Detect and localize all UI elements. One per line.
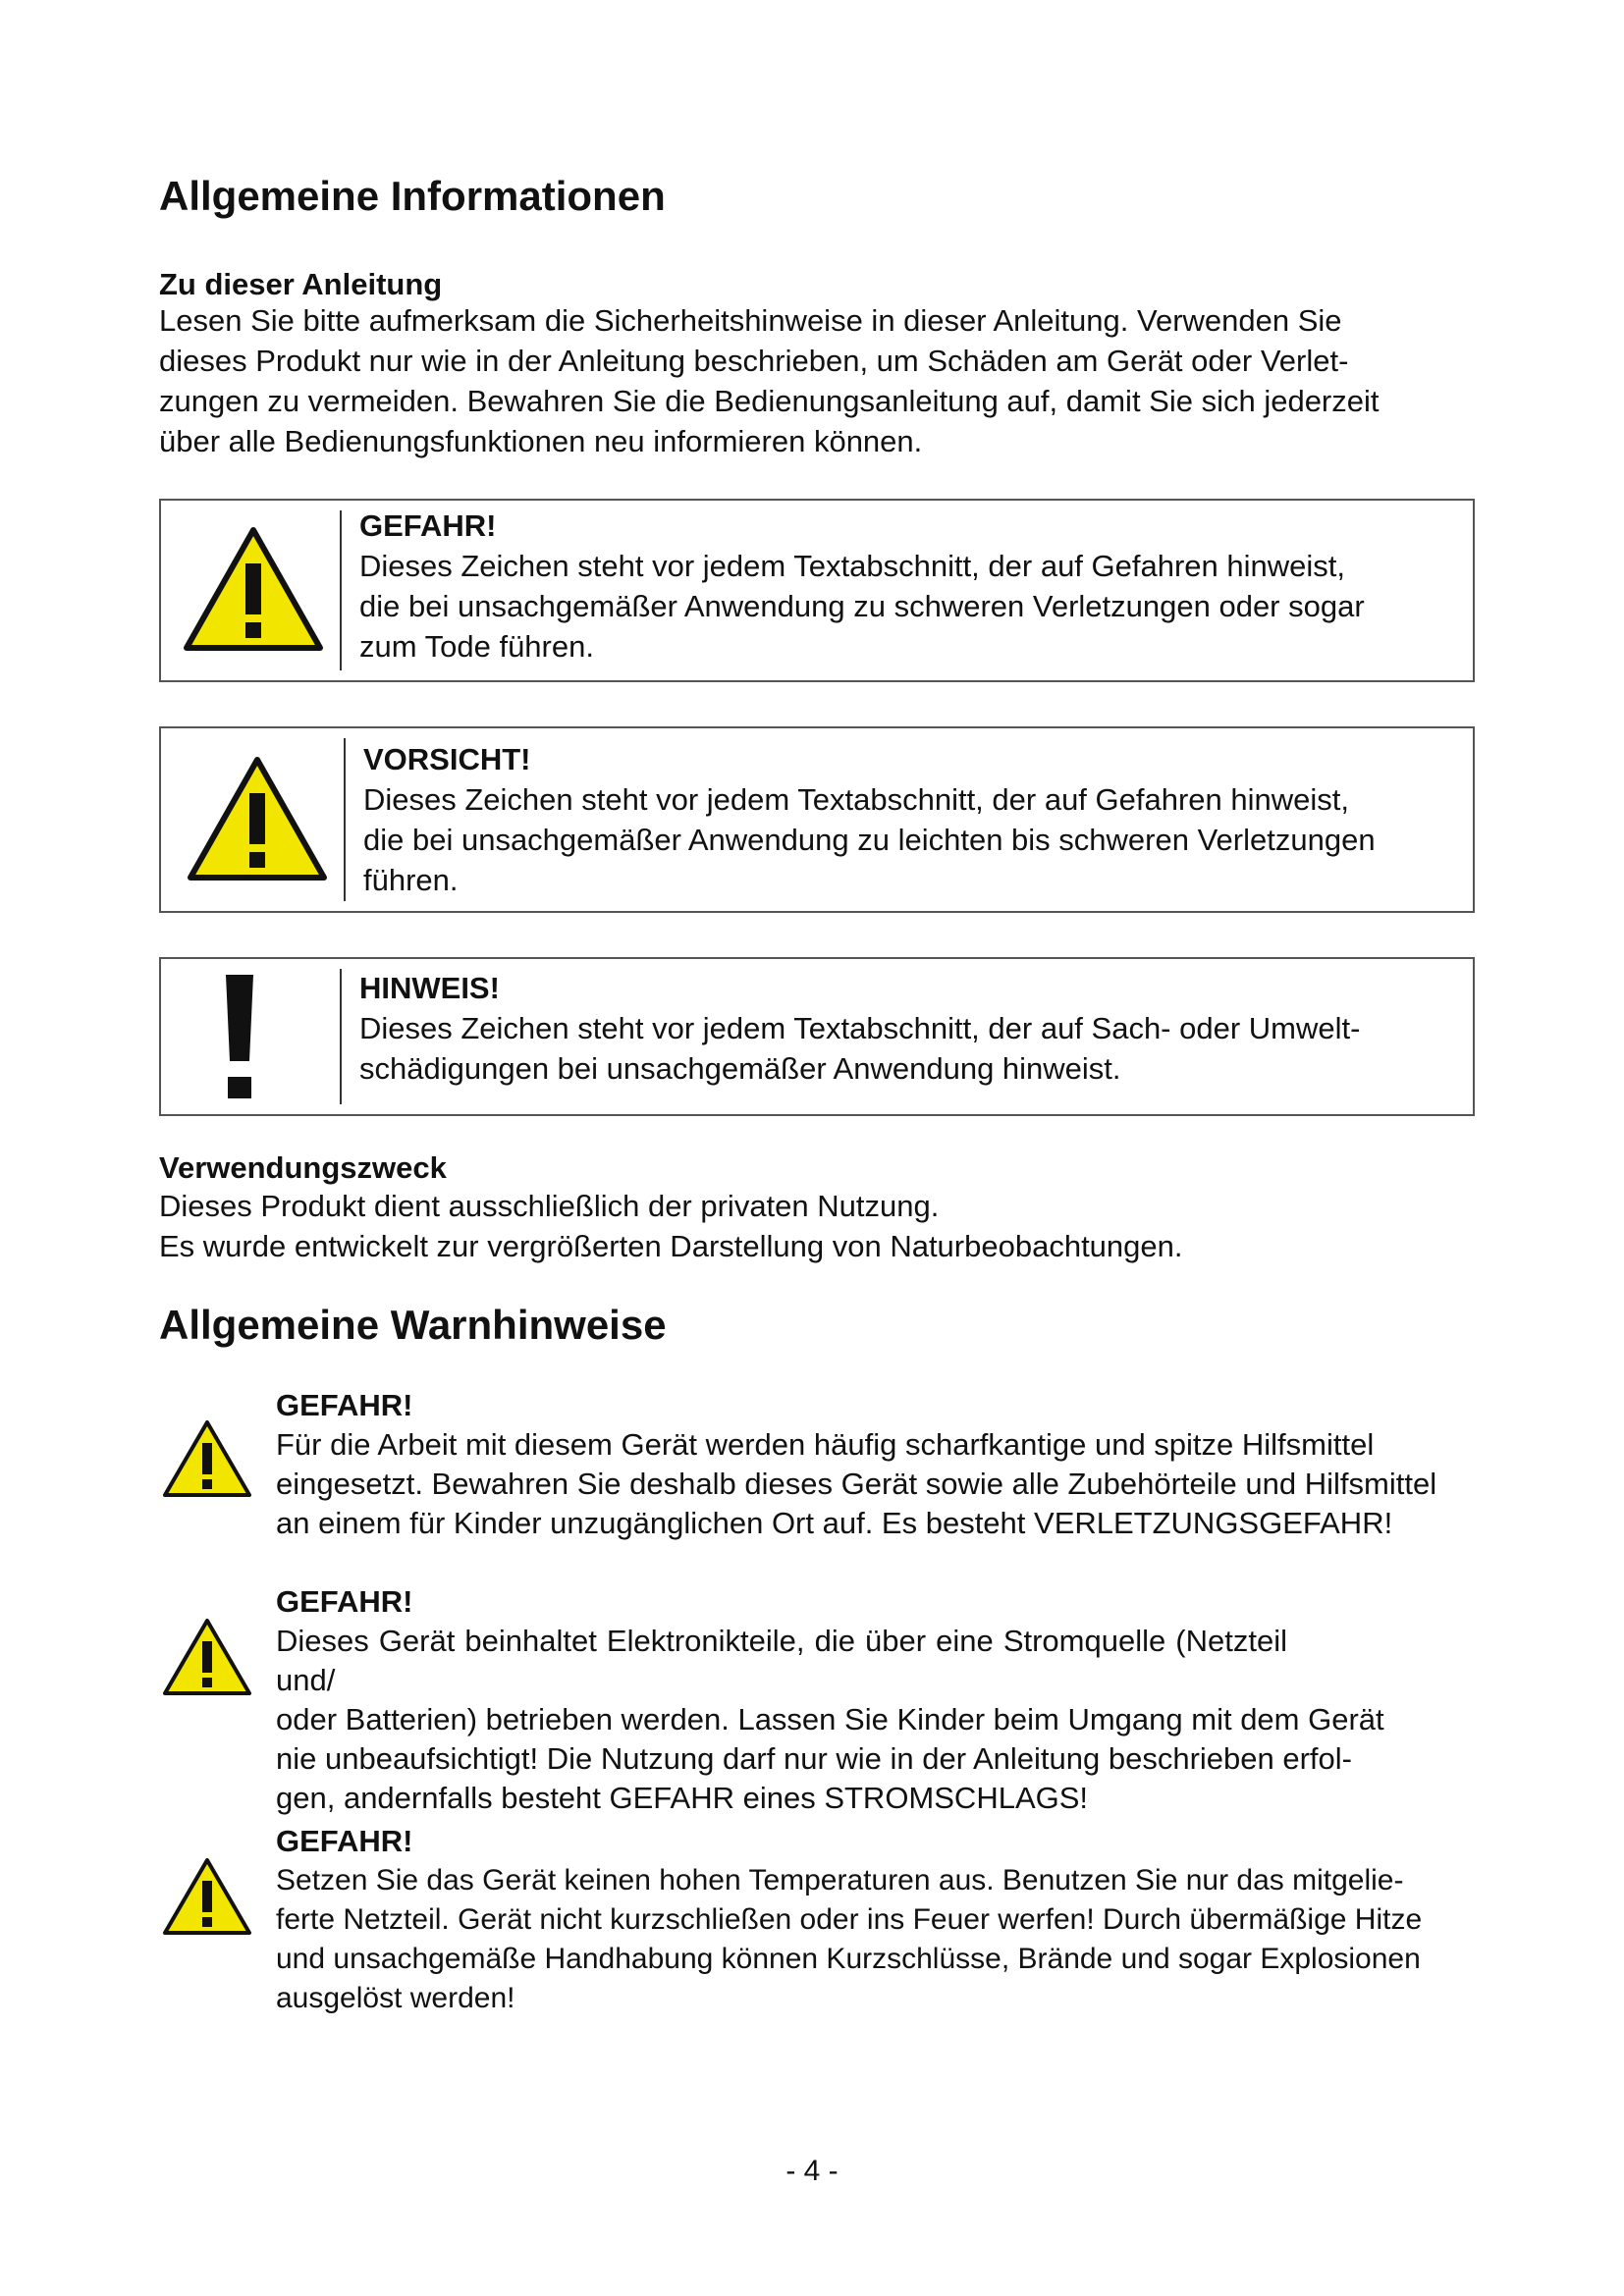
notice-box-danger (159, 499, 1475, 682)
text-line: Lesen Sie bitte aufmerksam die Sicherheitshinweise in dieser Anleitung. Verwenden Sie (159, 303, 1342, 338)
text-line: die bei unsachgemäßer Anwendung zu leichten bis schweren Verletzungen (363, 823, 1376, 857)
warning-label: GEFAHR! (276, 1584, 413, 1619)
notice-label: GEFAHR! (359, 508, 497, 543)
warning-text (276, 1425, 1533, 1543)
text-line: nie unbeaufsichtigt! Die Nutzung darf nur wie in der Anleitung beschrieben erfol- (276, 1741, 1352, 1776)
section-title-general-warnings: Allgemeine Warnhinweise (159, 1302, 667, 1348)
text-line: oder Batterien) betrieben werden. Lassen Sie Kinder beim Umgang mit dem Gerät (276, 1702, 1384, 1736)
text-line: zum Tode führen. (359, 629, 594, 664)
warning-label: GEFAHR! (276, 1824, 413, 1858)
warning-triangle-icon (162, 1419, 252, 1498)
notice-text (359, 546, 1459, 667)
notice-content (359, 507, 1459, 667)
text-line: Es wurde entwickelt zur vergrößerten Darstellung von Naturbeobachtungen. (159, 1229, 1183, 1263)
text-line: Für die Arbeit mit diesem Gerät werden häufig scharfkantige und spitze Hilfsmittel (276, 1427, 1375, 1462)
text-line: an einem für Kinder unzugänglichen Ort auf. Es besteht VERLETZUNGSGEFAHR! (276, 1506, 1393, 1540)
notice-label: HINWEIS! (359, 971, 500, 1005)
text-line: Setzen Sie das Gerät keinen hohen Temperaturen aus. Benutzen Sie nur das mitgelie- (276, 1864, 1404, 1896)
text-line: Dieses Gerät beinhaltet Elektronikteile, die über eine Stromquelle (Netzteil und/ (276, 1624, 1287, 1697)
text-line: dieses Produkt nur wie in der Anleitung beschrieben, um Schäden am Gerät oder Verlet- (159, 344, 1349, 378)
warning-triangle-icon (162, 1857, 252, 1936)
page-number: - 4 - (785, 2155, 839, 2187)
notice-divider (344, 738, 346, 901)
subheading-about-manual: Zu dieser Anleitung (159, 267, 443, 301)
notice-label: VORSICHT! (363, 742, 531, 776)
text-line: führen. (363, 863, 459, 897)
section-title-general-information: Allgemeine Informationen (159, 173, 666, 219)
text-line: eingesetzt. Bewahren Sie deshalb dieses Gerät sowie alle Zubehörteile und Hilfsmittel (276, 1467, 1437, 1501)
text-line: ausgelöst werden! (276, 1982, 515, 2014)
text-line: die bei unsachgemäßer Anwendung zu schweren Verletzungen oder sogar (359, 589, 1365, 623)
about-manual-paragraph (159, 300, 1494, 461)
text-line: zungen zu vermeiden. Bewahren Sie die Bedienungsanleitung auf, damit Sie sich jederzeit (159, 384, 1380, 418)
notice-divider (340, 510, 342, 670)
text-line: Dieses Produkt dient ausschließlich der privaten Nutzung. (159, 1189, 940, 1223)
text-line: schädigungen bei unsachgemäßer Anwendung hinweist. (359, 1051, 1121, 1086)
text-line: Dieses Zeichen steht vor jedem Textabschnitt, der auf Gefahren hinweist, (363, 782, 1350, 817)
notice-text (359, 1008, 1459, 1089)
warning-content (276, 1822, 1533, 2018)
subheading-purpose: Verwendungszweck (159, 1150, 447, 1185)
warning-content (276, 1582, 1533, 1818)
text-line: Dieses Zeichen steht vor jedem Textabschnitt, der auf Gefahren hinweist, (359, 549, 1346, 583)
warning-label: GEFAHR! (276, 1388, 413, 1422)
notice-box-note (159, 957, 1475, 1116)
exclamation-icon (226, 975, 253, 1102)
warning-text (276, 1622, 1533, 1818)
warning-triangle-icon (183, 526, 324, 652)
text-line: über alle Bedienungsfunktionen neu informieren können. (159, 424, 923, 458)
notice-box-caution (159, 726, 1475, 913)
text-line: gen, andernfalls besteht GEFAHR eines STROMSCHLAGS! (276, 1781, 1089, 1815)
text-line: Dieses Zeichen steht vor jedem Textabschnitt, der auf Sach- oder Umwelt- (359, 1011, 1361, 1045)
text-line: und unsachgemäße Handhabung können Kurzschlüsse, Brände und sogar Explosionen (276, 1943, 1421, 1975)
warning-triangle-icon (162, 1618, 252, 1696)
text-line: ferte Netzteil. Gerät nicht kurzschließen oder ins Feuer werfen! Durch übermäßige Hitze (276, 1903, 1423, 1936)
notice-text (363, 779, 1463, 900)
notice-content (363, 740, 1463, 900)
warning-text (276, 1861, 1533, 2018)
notice-divider (340, 969, 342, 1104)
notice-content (359, 969, 1459, 1089)
warning-content (276, 1386, 1533, 1543)
purpose-paragraph (159, 1186, 1494, 1266)
warning-triangle-icon (187, 756, 328, 881)
